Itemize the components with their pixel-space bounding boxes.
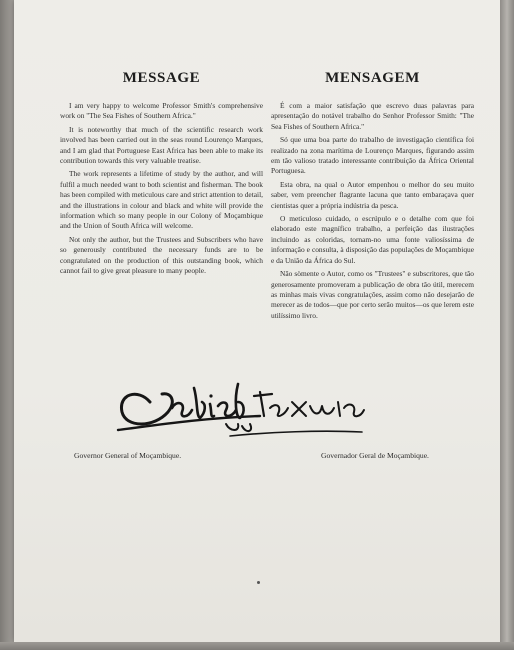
governor-title-portuguese: Governador Geral de Moçambique. [321,451,429,460]
signature-icon [110,372,410,450]
message-paragraph: It is noteworthy that much of the scientific research work involved has been carried out in the seas round Lourenço Marques, and I am glad that Portuguese East Africa has been able to make its contribution towards this very valuable treatise. [60,124,263,166]
page-mark [257,581,260,584]
english-column [60,70,263,280]
page-bottom-edge [0,642,514,650]
mensagem-paragraph: É com a maior satisfação que escrevo duas palavras para apresentação do notável trabalho do Senhor Professor Smith: "The Sea Fishes of Southern Africa." [271,101,474,131]
page-edge [500,0,514,650]
portuguese-column [271,70,474,324]
mensagem-paragraph: Não sòmente o Autor, como os "Trustees" e subscritores, que tão generosamente promoveram a publicação de obra tão útil, merecem as minhas mais vivas congratulações, assim como não desejarão de merecer as de todos—que por certo serão muitos—os que lerem este utilíssimo livro. [271,269,474,320]
governor-title-english: Governor General of Moçambique. [74,451,182,460]
mensagem-paragraph: O meticuloso cuidado, o escrúpulo e o detalhe com que foi elaborado este magnífico trabalho, a perfeição das ilustrações incluindo as coloridas, tornam-no uma fonte valiosíssima de informação e consulta, à disposição das populações de Moçambique e da União da África do Sul. [271,214,474,265]
message-heading: MESSAGE [122,70,201,86]
document-page [14,0,500,642]
mensagem-paragraph: Esta obra, na qual o Autor empenhou o melhor do seu muito saber, vem preencher flagrante lacuna que tanto embaraçava quer cientistas quer a própria indústria da pesca. [271,179,474,210]
message-paragraph: I am very happy to welcome Professor Smith's comprehensive work on "The Sea Fishes of Southern Africa." [60,101,263,121]
message-paragraph: Not only the author, but the Trustees and Subscribers who have so generously contributed the necessary funds are to be congratulated on the production of this outstanding book, which cannot fail to give great pleasure to many people. [60,234,263,276]
message-paragraph: The work represents a lifetime of study by the author, and will fulfil a much needed want to both scientist and fisherman. The book has been compiled with meticulous care and strict attention to detail, and the illustrations in colour and black and white will provide the information which so many people in our Colony of Moçambique and the Union of South Africa will welcome. [60,169,263,231]
mensagem-heading: MENSAGEM [325,70,420,86]
mensagem-paragraph: Só que uma boa parte do trabalho de investigação científica foi realizado na zona marítima de Lourenço Marques, figurando assim em tão valioso tratado interessante contribuição da África Oriental Portuguesa. [271,135,474,176]
